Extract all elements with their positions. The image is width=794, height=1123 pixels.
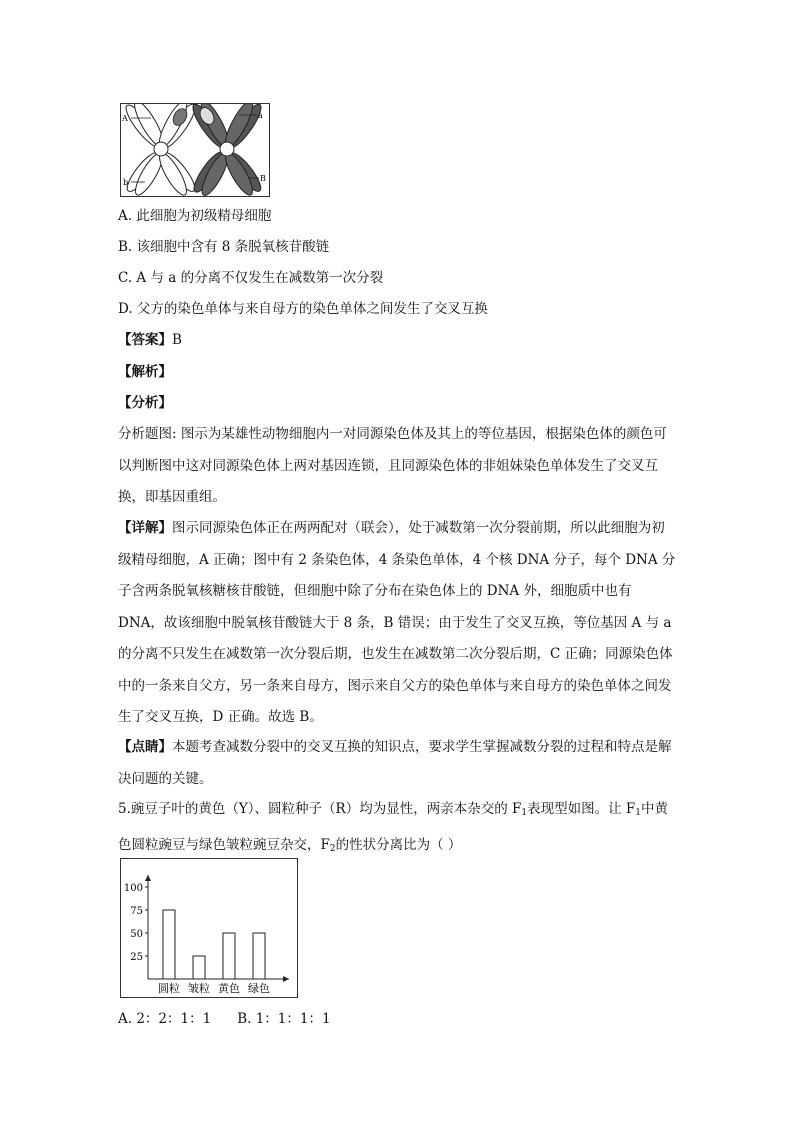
x-tick-label: 绿色: [248, 982, 270, 995]
x-tick-label: 皱粒: [188, 982, 210, 995]
x-tick-label: 黄色: [218, 982, 240, 995]
option-c: C. A 与 a 的分离不仅发生在减数第一次分裂: [118, 270, 384, 286]
bar: [223, 933, 235, 979]
q5-sub-1: 1: [521, 808, 528, 818]
bar: [253, 933, 265, 979]
fenxi-paragraph: 分析题图: 图示为某雄性动物细胞内一对同源染色体及其上的等位基因，根据染色体的颜色可以判断图中这对同源染色体上两对基因连锁，且同源染色体的非姐妹染色单体发生了交叉互换，即基因重组。: [118, 426, 667, 505]
q5-sub-3: 2: [329, 843, 336, 854]
detail-text: 图示同源染色体正在两两配对（联会），处于减数第一次分裂前期，所以此细胞为初级精母细胞，A 正确；图中有 2 条染色体，4 条染色单体，4 个核 DNA 分子，每个 DNA 分子含两条脱氧核糖核苷酸链，但细胞中除了分布在染色体上的 DNA 外，细胞质中也有 DNA，故该细胞中脱氧核苷酸链大于 8 条，B 错误；由于发生了交叉互换，等位基因 A 与 a 的分离不只发生在减数第一次分裂后期，也发生在减数第二次分裂后期，C 正确；同源染色体中的一条来自父方，另一条来自母方，图示来自父方的染色单体与来自母方的染色单体之间发生了交叉互换，D 正确。故选 B。: [118, 520, 676, 725]
detail-tag: 【详解】: [118, 520, 172, 536]
q5-text-1: 5.豌豆子叶的黄色（Y）、圆粒种子（R）均为显性，两亲本杂交的 F: [118, 801, 522, 817]
q5-text-3: 中黄色圆粒豌豆与绿色皱粒豌豆杂交，F: [118, 801, 669, 853]
fenxi-tag: 【分析】: [118, 395, 172, 411]
question-5: [118, 794, 678, 865]
x-axis-arrow: [283, 976, 289, 982]
option-a: A. 此细胞为初级精母细胞: [118, 208, 272, 224]
label-b: b: [123, 178, 129, 187]
label-A: A: [122, 114, 128, 123]
chromosome-figure: [120, 103, 270, 197]
analysis-tag: 【解析】: [118, 364, 172, 380]
option-b: B. 该细胞中含有 8 条脱氧核苷酸链: [118, 239, 330, 255]
x-tick-label: 圆粒: [158, 982, 180, 995]
comment-text: 本题考查减数分裂中的交叉互换的知识点，要求学生掌握减数分裂的过程和特点是解决问题的关键。: [118, 739, 672, 787]
answer-tag: 【答案】: [118, 332, 172, 348]
y-axis-arrow: [145, 875, 151, 881]
bar: [163, 910, 175, 979]
dark-chromosome: [188, 104, 265, 196]
q5-option-a: A. 2：2：1：1: [118, 1011, 212, 1027]
bar-chart-figure: [120, 858, 298, 998]
comment-tag: 【点睛】: [118, 739, 172, 755]
bar-chart: [121, 859, 297, 997]
detail-paragraph: [118, 513, 678, 734]
q5-text-4: 的性状分离比为（ ）: [335, 836, 462, 853]
comment-paragraph: [118, 732, 678, 795]
bar: [193, 956, 205, 979]
q5-text-2: 表现型如图。让 F: [527, 801, 636, 817]
y-tick-label: 50: [130, 929, 143, 940]
label-a: a: [258, 111, 263, 120]
label-B: B: [260, 174, 266, 183]
y-tick-label: 75: [130, 906, 143, 917]
q5-sub-2: 1: [635, 808, 642, 818]
chromosome-diagram: [121, 104, 269, 196]
y-tick-label: 100: [123, 883, 143, 894]
q5-options-line: [118, 1009, 331, 1029]
q5-option-b: B. 1：1：1：1: [237, 1011, 331, 1027]
answer-value: B: [172, 332, 182, 348]
answer-line: [118, 330, 182, 350]
y-tick-label: 25: [130, 952, 143, 963]
option-d: D. 父方的染色单体与来自母方的染色单体之间发生了交叉互换: [118, 301, 488, 317]
